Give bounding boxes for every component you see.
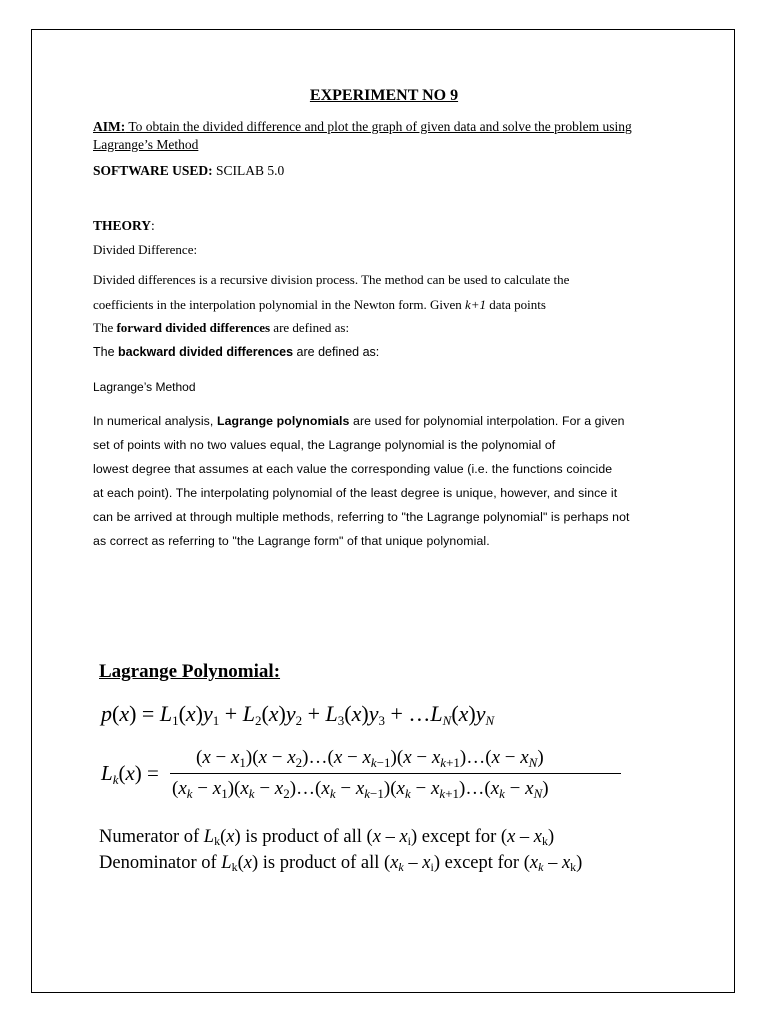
note1-mid: is product of all xyxy=(240,827,367,847)
theory-heading-colon: : xyxy=(151,218,155,233)
theory-heading-text: THEORY xyxy=(93,218,152,233)
lagrange-paragraph-line-3: lowest degree that assumes at each value the corresponding value (i.e. the functions coincide xyxy=(93,462,613,476)
numerator-note: Numerator of $L_k(x)$ is product of all $(x - x_i)$ except for $(x - x_k)$ xyxy=(99,827,555,848)
forward-differences-line xyxy=(93,320,349,336)
page-title: EXPERIMENT NO 9 xyxy=(309,87,459,104)
lagrange-paragraph-line-6: as correct as referring to "the Lagrange form" of that unique polynomial. xyxy=(93,534,490,548)
backward-bold: backward divided differences xyxy=(118,345,294,359)
basis-formula-denominator: $(x_k - x_1)(x_k$ − $x_2)\dots(x_k - x_{k-1})(x_k$ − $x_{k+1})\dots(x_k - x_N)$ xyxy=(172,778,549,801)
basis-formula-numerator: $(x - x_1)(x$ − $x_2)\dots(x - x_{k-1})(x$ − $x_{k+1})\dots(x - x_N)$ xyxy=(196,747,544,770)
lagrange-paragraph-line-1 xyxy=(93,414,625,428)
backward-post: are defined as: xyxy=(293,345,380,359)
note1-pre: Numerator of xyxy=(99,827,204,847)
lagrange-method-heading: Lagrange’s Method xyxy=(93,380,196,394)
polynomial-formula: $p(x) = L_1(x)y_1 + L_2(x)y_2 + L_3(x)y_3$ + $\dots L_N(x)y_N$ xyxy=(101,701,495,728)
divided-difference-line-1: Divided differences is a recursive division process. The method can be used to calculate the xyxy=(93,272,570,287)
lagrange-paragraph-line-5: can be arrived at through multiple methods, referring to "the Lagrange polynomial" is perhaps not xyxy=(93,510,630,524)
note1-mid2: except for xyxy=(417,827,501,847)
divided-difference-line-2 xyxy=(93,297,546,313)
forward-pre: The xyxy=(93,320,117,335)
backward-pre: The xyxy=(93,345,119,359)
forward-post: are defined as: xyxy=(270,320,350,335)
lp1-post: are used for polynomial interpolation. For a given xyxy=(349,414,625,428)
lagrange-paragraph-line-4: at each point). The interpolating polynomial of the least degree is unique, however, and since it xyxy=(93,486,618,500)
aim-label: AIM: xyxy=(93,119,126,134)
software-section xyxy=(93,163,284,179)
backward-differences-line xyxy=(93,345,379,359)
dd-line2-k: k+1 xyxy=(464,297,487,312)
lagrange-polynomial-heading: Lagrange Polynomial: xyxy=(99,661,281,682)
software-label: SOFTWARE USED: xyxy=(93,163,213,178)
theory-heading xyxy=(93,218,155,234)
basis-formula-lhs: $L_k(x)$ = xyxy=(101,761,159,787)
lp1-bold: Lagrange polynomials xyxy=(216,414,350,428)
aim-text: To obtain the divided difference and plot the graph of given data and solve the problem using Lagrange’s Method xyxy=(93,119,632,152)
note2-pre: Denominator of xyxy=(99,853,222,873)
software-value: SCILAB 5.0 xyxy=(212,163,285,178)
note2-mid: is product of all xyxy=(258,853,385,873)
lagrange-paragraph-line-2: set of points with no two values equal, the Lagrange polynomial is the polynomial of xyxy=(93,438,556,452)
dd-line2-pre: coefficients in the interpolation polynomial in the Newton form. Given xyxy=(93,297,465,312)
fraction-bar xyxy=(170,773,621,774)
note2-mid2: except for xyxy=(439,853,524,873)
forward-bold: forward divided differences xyxy=(116,320,271,335)
aim-section xyxy=(93,118,653,154)
denominator-note: Denominator of $L_k(x)$ is product of all $(x_k - x_i)$ except for $(x_k - x_k)$ xyxy=(99,853,583,874)
divided-difference-heading: Divided Difference: xyxy=(93,242,198,257)
lp1-pre: In numerical analysis, xyxy=(93,414,217,428)
dd-line2-post: data points xyxy=(486,297,546,312)
